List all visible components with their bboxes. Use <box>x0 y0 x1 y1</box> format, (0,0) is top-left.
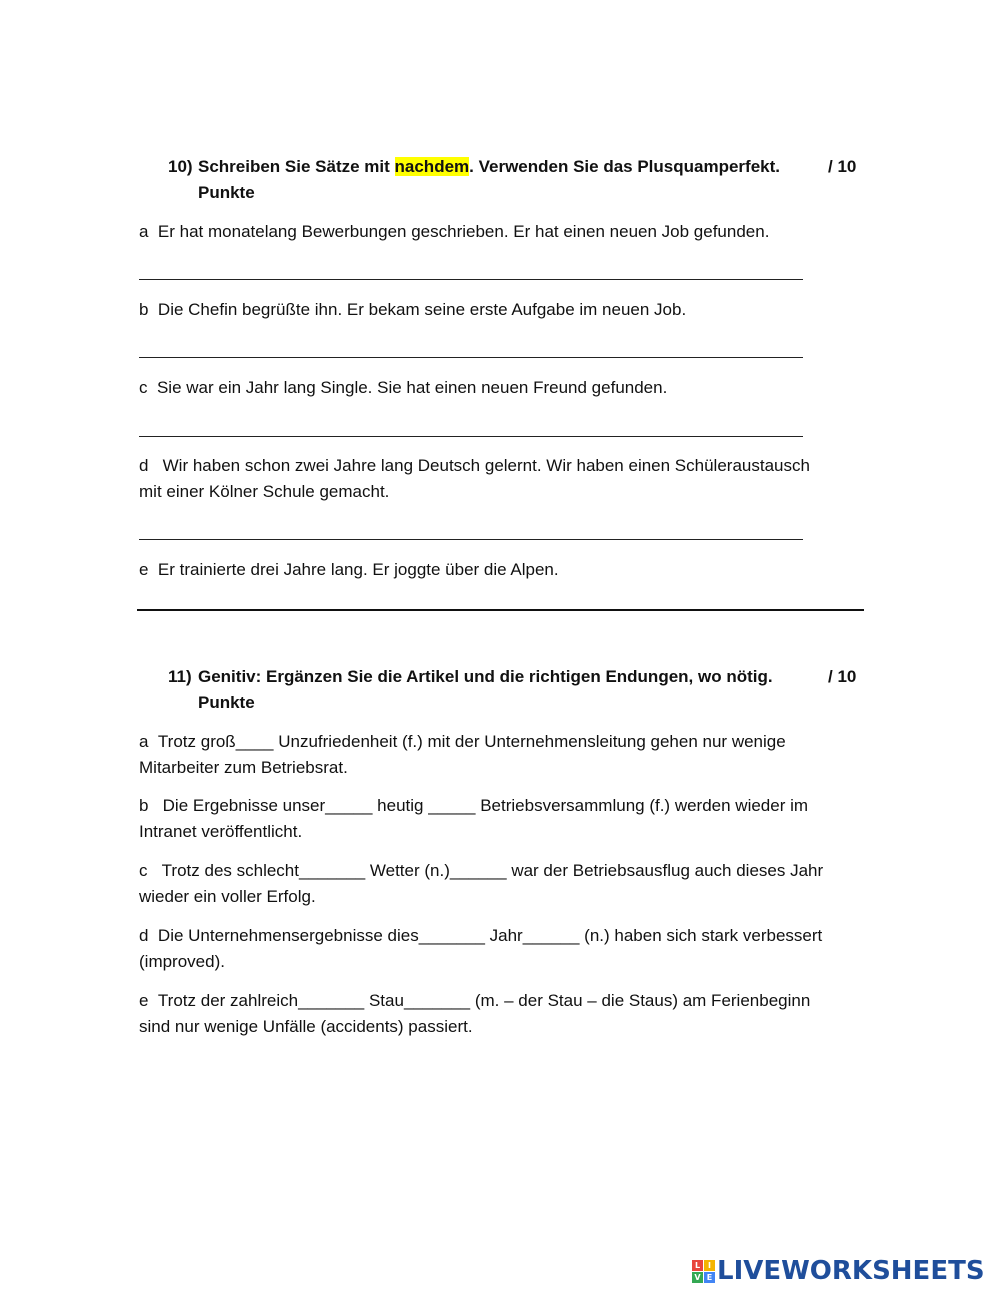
q11-item-d-line2: (improved). <box>139 952 225 971</box>
question-10-title-after: . Verwenden Sie das Plusquamperfekt. <box>469 157 780 176</box>
q11-item-a-line2: Mitarbeiter zum Betriebsrat. <box>139 758 348 777</box>
section-divider <box>137 609 864 611</box>
q11-item-e[interactable] <box>139 991 810 1011</box>
item-letter: c <box>139 378 148 397</box>
question-11-points: / 10 <box>828 667 857 686</box>
answer-line-c[interactable] <box>139 436 803 437</box>
answer-line-a[interactable] <box>139 279 803 280</box>
question-10-points-word: Punkte <box>198 183 255 202</box>
item-text: Die Unternehmensergebnisse dies_______ Jahr______ (n.) haben sich stark verbessert <box>157 926 823 945</box>
item-text: Wir haben schon zwei Jahre lang Deutsch gelernt. Wir haben einen Schüleraustausch <box>162 456 810 475</box>
q11-item-c-line2: wieder ein voller Erfolg. <box>139 887 316 906</box>
item-letter: d <box>139 926 149 945</box>
logo-cube: V <box>692 1272 703 1283</box>
q11-item-a[interactable] <box>139 732 786 752</box>
liveworksheets-logo <box>692 1256 985 1286</box>
q10-item-d <box>139 456 810 476</box>
item-text: Er trainierte drei Jahre lang. Er joggte über die Alpen. <box>157 560 559 579</box>
q10-item-e <box>139 560 559 580</box>
item-text: Sie war ein Jahr lang Single. Sie hat einen neuen Freund gefunden. <box>156 378 668 397</box>
q11-item-c[interactable] <box>139 861 823 881</box>
item-text: Trotz groß____ Unzufriedenheit (f.) mit der Unternehmensleitung gehen nur wenige <box>157 732 786 751</box>
question-11-title: Genitiv: Ergänzen Sie die Artikel und die richtigen Endungen, wo nötig. <box>198 667 773 686</box>
q11-item-b[interactable] <box>139 796 808 816</box>
q10-item-b <box>139 300 686 320</box>
item-text: Trotz der zahlreich_______ Stau_______ (m. – der Stau – die Staus) am Ferienbeginn <box>157 991 811 1010</box>
question-11-points-word: Punkte <box>198 693 255 712</box>
logo-cube: E <box>704 1272 715 1283</box>
q11-item-e-line2: sind nur wenige Unfälle (accidents) passiert. <box>139 1017 473 1036</box>
item-letter: a <box>139 732 149 751</box>
item-text: Die Chefin begrüßte ihn. Er bekam seine erste Aufgabe im neuen Job. <box>157 300 687 319</box>
q10-item-c <box>139 378 667 398</box>
question-10-title-before: Schreiben Sie Sätze mit <box>198 157 395 176</box>
question-10-number: 10) <box>168 157 193 176</box>
item-letter: d <box>139 456 149 475</box>
item-letter: e <box>139 991 149 1010</box>
item-letter: c <box>139 861 148 880</box>
answer-line-d[interactable] <box>139 539 803 540</box>
question-10-title <box>198 157 780 177</box>
logo-text: LIVEWORKSHEETS <box>717 1256 985 1286</box>
q11-item-b-line2: Intranet veröffentlicht. <box>139 822 303 841</box>
q11-item-d[interactable] <box>139 926 822 946</box>
question-10-points: / 10 <box>828 157 857 176</box>
item-text: Die Ergebnisse unser_____ heutig _____ Betriebsversammlung (f.) werden wieder im <box>162 796 809 815</box>
answer-line-b[interactable] <box>139 357 803 358</box>
highlighted-keyword: nachdem <box>394 157 470 176</box>
item-letter: b <box>139 300 149 319</box>
logo-cube: L <box>692 1260 703 1271</box>
item-letter: e <box>139 560 149 579</box>
logo-cubes-icon <box>692 1260 715 1283</box>
q10-item-a <box>139 222 769 242</box>
item-text: Er hat monatelang Bewerbungen geschrieben. Er hat einen neuen Job gefunden. <box>157 222 770 241</box>
item-letter: a <box>139 222 149 241</box>
question-11-number: 11) <box>168 667 192 686</box>
logo-cube: I <box>704 1260 715 1271</box>
item-letter: b <box>139 796 149 815</box>
item-text: Trotz des schlecht_______ Wetter (n.)______ war der Betriebsausflug auch dieses Jahr <box>161 861 824 880</box>
q10-item-d-line2: mit einer Kölner Schule gemacht. <box>139 482 390 501</box>
